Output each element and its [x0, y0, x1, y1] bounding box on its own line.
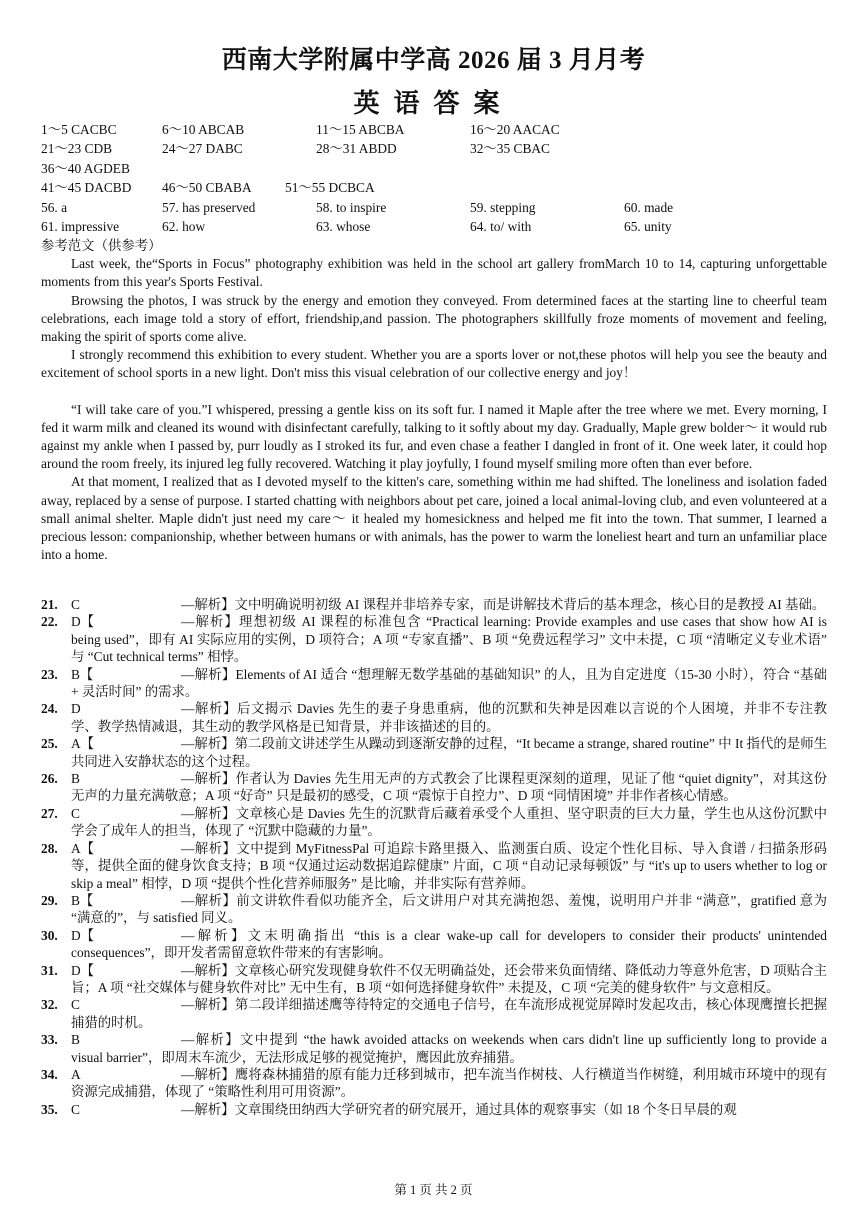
explanation-content: —解析】作者认为 Davies 先生用无声的方式教会了比课程更深刻的道理，见证了他 “quiet dignity”，对其这份无声的力量充满敬意；A 项 “好奇” 只是最初的感受，C 项 “震惊于自控力”、D 项 “同情困境” 并非作者核心情感。 — [71, 771, 827, 804]
essay-paragraph: I strongly recommend this exhibition to every student. Whether you are a sports lover or not,these photos will help you see the beauty and excitement of school sports in a new light. Don't miss this visual celebration of our collective energy and joy！ — [41, 347, 827, 381]
question-number: 22. — [41, 614, 58, 630]
answer-cell: 32～35 CBAC — [470, 141, 550, 157]
answer-cell: 65. unity — [624, 218, 672, 234]
question-number: 25. — [41, 736, 58, 752]
answer-letter: A — [71, 1066, 81, 1082]
essay-paragraph: At that moment, I realized that as I devoted myself to the kitten's care, something within me had shifted. The loneliness and isolation faded away, replaced by a sense of purpose. I started chatting with neighbors about pet care, joined a local animal-loving club, and even volunteered at a small animal shelter. Maple didn't just need my care～ it healed my homesickness and helped me fit into the town. That summer, I learned a precious lesson: companionship, whether between humans or with animals, has the power to warm the loneliest heart and turn an unfamiliar place into a home. — [41, 474, 827, 563]
explanation-content: —解析】文末明确指出 “this is a clear wake-up call for developers to consider their products' unintended consequences”，即开发者需留意软件带来的有害影响。 — [71, 927, 827, 961]
answer-cell: 60. made — [624, 199, 674, 215]
answer-letter: B — [71, 771, 80, 787]
answer-cell: 24～27 DABC — [162, 141, 243, 157]
explanation-text — [71, 996, 827, 1031]
answer-cell: 51～55 DCBCA — [285, 180, 375, 196]
explanation-item — [41, 996, 827, 1031]
explanation-content: —解析】后文揭示 Davies 先生的妻子身患重病，他的沉默和失神是因难以言说的个人困境，并非不专注教学、教学热情减退，其生动的教学风格是已知背景，并非该描述的目的。 — [71, 701, 827, 734]
answer-letter: B — [71, 1032, 80, 1048]
answer-cell: 36～40 AGDEB — [41, 160, 130, 176]
answer-cell: 41～45 DACBD — [41, 180, 132, 196]
explanation-item — [41, 892, 827, 927]
explanation-item — [41, 927, 827, 962]
answer-cell: 61. impressive — [41, 218, 120, 234]
answer-letter: D【 — [71, 614, 95, 630]
answer-letter: D【 — [71, 927, 95, 943]
explanation-text — [71, 735, 827, 770]
explanation-text — [71, 770, 827, 805]
answer-cell: 64. to/ with — [470, 218, 532, 234]
explanation-item — [41, 840, 827, 892]
answer-cell: 46～50 CBABA — [162, 180, 252, 196]
question-number: 33. — [41, 1032, 58, 1048]
explanation-text — [71, 613, 827, 665]
answer-row-6 — [41, 217, 831, 236]
page-title: 西南大学附属中学高 2026 届 3 月月考 — [221, 47, 646, 74]
explanation-item — [41, 1101, 827, 1118]
model-essay — [41, 237, 827, 564]
question-number: 24. — [41, 701, 58, 717]
explanation-list — [41, 596, 827, 1118]
explanation-item — [41, 700, 827, 735]
explanation-item — [41, 735, 827, 770]
explanation-text — [71, 666, 827, 701]
explanation-item — [41, 666, 827, 701]
answer-cell: 62. how — [162, 218, 206, 234]
explanation-item — [41, 805, 827, 840]
answer-letter: C — [71, 805, 80, 821]
answer-cell: 1～5 CACBC — [41, 122, 117, 137]
explanation-text — [71, 596, 827, 613]
answer-letter: C — [71, 1101, 80, 1117]
answer-cell: 56. a — [41, 199, 68, 215]
answer-row-5 — [41, 198, 831, 217]
question-number: 29. — [41, 892, 58, 908]
answer-row-4 — [41, 178, 831, 197]
explanation-text — [71, 892, 827, 927]
explanation-content: —解析】文章核心研究发现健身软件不仅无明确益处，还会带来负面情绪、降低动力等意外危害，D 项贴合主旨；A 项 “社交媒体与健身软件对比” 无中生有，B 项 “如何选择健身软件” 未提及，C 项 “完美的健身软件” 与文意相反。 — [71, 962, 827, 995]
explanation-item — [41, 596, 827, 613]
explanation-item — [41, 1031, 827, 1066]
question-number: 23. — [41, 666, 58, 682]
page-subtitle: 英语答案 — [353, 89, 514, 118]
explanation-text — [71, 927, 827, 962]
question-number: 30. — [41, 927, 58, 943]
question-number: 31. — [41, 962, 58, 978]
answer-cell: 11～15 ABCBA — [316, 122, 405, 137]
explanation-text — [71, 1066, 827, 1101]
question-number: 21. — [41, 597, 58, 612]
explanation-text — [71, 962, 827, 997]
explanation-text — [71, 1101, 827, 1118]
answer-letter: A【 — [71, 736, 95, 752]
answer-row-2 — [41, 139, 831, 158]
essay-paragraph: Browsing the photos, I was struck by the energy and emotion they conveyed. From determined faces at the starting line to cheerful team celebrations, each image told a story of effort, friendship,and passion. The photographers skillfully froze moments of movement and feeling, making the spirit of sports come alive. — [41, 292, 827, 345]
answer-cell: 21～23 CDB — [41, 141, 113, 157]
explanation-item — [41, 962, 827, 997]
question-number: 26. — [41, 771, 58, 787]
answer-row-3 — [41, 159, 831, 178]
explanation-content: —解析】文中提到 MyFitnessPal 可追踪卡路里摄入、监测蛋白质、设定个性化目标、导入食谱 / 扫描条形码等，提供全面的健身饮食支持；B 项 “仅通过运动数据追踪健康” 片面，C 项 “自动记录每顿饭” 与 “it's up to users whether to log or skip a meal” 相悖，D 项 “提供个性化营养师服务” 是比喻，并非实际有营养师。 — [71, 840, 827, 891]
explanation-content: —解析】Elements of AI 适合 “想理解无数学基础的基础知识” 的人，且为自定进度（15-30 小时），符合 “基础 + 灵活时间” 的需求。 — [71, 666, 827, 700]
essay-heading: 参考范文（供参考） — [41, 238, 162, 253]
answer-key — [41, 120, 831, 236]
explanation-text — [71, 700, 827, 735]
question-number: 27. — [41, 805, 58, 821]
answer-cell: 28～31 ABDD — [316, 141, 397, 157]
answer-letter: A【 — [71, 840, 95, 856]
answer-cell: 57. has preserved — [162, 199, 256, 215]
explanation-content: —解析】文章围绕田纳西大学研究者的研究展开，通过具体的观察事实（如 18 个冬日早晨的观 — [181, 1101, 737, 1117]
essay-paragraph: “I will take care of you.”I whispered, pressing a gentle kiss on its soft fur. I named it Maple after the tree where we met. Every morning, I fed it warm milk and cleaned its wound with disinfectant carefully, talking to it softly about my day. Gradually, Maple grew bolder～ it would rub against my ankle when I passed by, purr loudly as I stroked its fur, and even chase a feather I dangled in front of it. One week later, it could hop around the room freely, its injured leg fully recovered. Watching it play joyfully, I found myself smiling more often than ever before. — [41, 401, 827, 472]
question-number: 34. — [41, 1066, 58, 1082]
explanation-content: —解析】第二段前文讲述学生从躁动到逐渐安静的过程，“It became a strange, shared routine” 中 It 指代的是师生共同进入安静状态的这个过程。 — [71, 736, 827, 769]
explanation-text — [71, 840, 827, 892]
answer-cell: 59. stepping — [470, 199, 536, 215]
explanation-content: —解析】文章核心是 Davies 先生的沉默背后藏着承受个人重担、坚守职责的巨大力量，学生也从这份沉默中学会了成年人的担当，体现了 “沉默中隐藏的力量”。 — [71, 805, 827, 839]
answer-letter: B【 — [71, 666, 94, 682]
answer-row-1 — [41, 120, 831, 139]
explanation-item — [41, 770, 827, 805]
explanation-content: —解析】前文讲软件看似功能齐全，后文讲用户对其充满抱怨、羞愧，说明用户并非 “满意”，gratified 意为 “满意的”，与 satisfied 同义。 — [71, 892, 827, 926]
explanation-content: —解析】理想初级 AI 课程的标准包含 “Practical learning: Provide examples and use cases that show how AI is being used”，即有 AI 实际应用的实例，D 项符合；A 项 “专家直播”、B 项 “免费远程学习” 文中未提，C 项 “清晰定义专业术语” 与 “Cut technical terms” 相悖。 — [71, 614, 827, 665]
question-number: 35. — [41, 1101, 58, 1117]
question-number: 28. — [41, 840, 58, 856]
page-footer: 第 1 页 共 2 页 — [394, 1183, 473, 1197]
explanation-text — [71, 1031, 827, 1066]
answer-cell: 58. to inspire — [316, 199, 387, 215]
explanation-content: —解析】文中提到 “the hawk avoided attacks on weekends when cars didn't line up sufficiently long to provide a visual barrier”，即周末车流少，无法形成足够的视觉掩护，鹰因此放弃捕猎。 — [71, 1032, 827, 1065]
answer-letter: D【 — [71, 962, 95, 978]
answer-cell: 63. whose — [316, 218, 371, 234]
answer-letter: C — [71, 597, 80, 612]
explanation-content: —解析】第二段详细描述鹰等待特定的交通电子信号，在车流形成视觉屏障时发起攻击，核心体现鹰擅长把握捕猎的时机。 — [71, 997, 827, 1030]
answer-letter: B【 — [71, 892, 94, 908]
explanation-item — [41, 613, 827, 665]
question-number: 32. — [41, 997, 58, 1013]
explanation-content: —解析】鹰将森林捕猎的原有能力迁移到城市，把车流当作树枝、人行横道当作树缝，利用城市环境中的现有资源完成捕猎，体现了 “策略性利用可用资源”。 — [71, 1066, 827, 1100]
explanation-item — [41, 1066, 827, 1101]
explanation-content: —解析】文中明确说明初级 AI 课程并非培养专家，而是讲解技术背后的基本理念，核心目的是教授 AI 基础。 — [181, 597, 826, 612]
answer-cell: 16～20 AACAC — [470, 122, 560, 137]
answer-letter: D — [71, 701, 81, 717]
explanation-text — [71, 805, 827, 840]
answer-cell: 6～10 ABCAB — [162, 122, 245, 137]
answer-letter: C — [71, 997, 80, 1013]
essay-paragraph: Last week, the“Sports in Focus” photography exhibition was held in the school art gallery fromMarch 10 to 14, capturing unforgettable moments from this year's Sports Festival. — [41, 256, 827, 290]
